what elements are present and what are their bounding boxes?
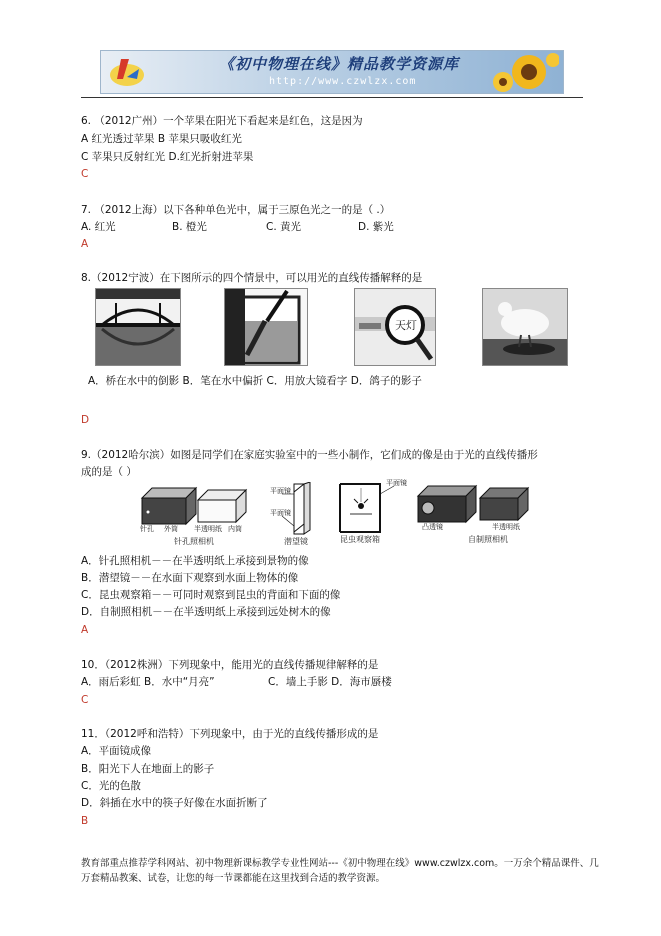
pigeon-shadow-photo	[482, 288, 568, 366]
q10-stem: 10．（2012株洲）下列现象中，能用光的直线传播规律解释的是	[81, 659, 379, 671]
homemade-caption: 自制照相机	[468, 535, 508, 544]
pinhole-camera-diagram	[138, 484, 252, 548]
pinhole-caption: 针孔照相机	[174, 537, 214, 546]
periscope-label-mirror2: 平面镜	[270, 509, 291, 517]
pen-in-water-photo	[224, 288, 308, 366]
page-footer: 教育部重点推荐学科网站、初中物理新课标教学专业性网站---《初中物理在线》www.czwlzx.com。一万余个精品课件、几万套精品教案、试卷，让您的每一节课都能在这里找到合适的教学资源。	[81, 858, 599, 884]
homemade-camera-diagram	[416, 482, 534, 548]
pinhole-label-inner: 内筒	[228, 525, 242, 533]
q6-stem: 6. （2012广州）一个苹果在阳光下看起来是红色，这是因为	[81, 115, 363, 127]
q9-option-c: C．昆虫观察箱－－可同时观察到昆虫的背面和下面的像	[81, 589, 341, 601]
homemade-label-paper: 半透明纸	[492, 523, 520, 531]
periscope-label-mirror1: 平面镜	[270, 487, 291, 495]
q11-stem: 11．（2012呼和浩特）下列现象中，由于光的直线传播形成的是	[81, 728, 379, 740]
magnifier-reading-photo	[354, 288, 436, 366]
header-divider	[81, 97, 583, 98]
q10-option-cd: C．墙上手影 D．海市蜃楼	[268, 676, 392, 688]
pinhole-label-outer: 外筒	[164, 525, 178, 533]
q11-option-c: C．光的色散	[81, 780, 141, 792]
q9-answer: A	[81, 624, 89, 636]
q7-option-a: A. 红光	[81, 221, 116, 233]
q11-option-b: B．阳光下人在地面上的影子	[81, 763, 215, 775]
q9-option-a: A．针孔照相机－－在半透明纸上承接到景物的像	[81, 555, 309, 567]
banner-url[interactable]: http://www.czwlzx.com	[269, 76, 417, 87]
banner-title: 《初中物理在线》精品教学资源库	[219, 55, 460, 73]
q7-option-b: B. 橙光	[172, 221, 207, 233]
q7-option-d: D. 紫光	[358, 221, 394, 233]
q9-stem-line1: 9.（2012哈尔滨）如图是同学们在家庭实验室中的一些小制作，它们成的像是由于光的直线传播形	[81, 449, 538, 461]
q9-option-d: D．自制照相机－－在半透明纸上承接到远处树木的像	[81, 606, 331, 618]
q7-answer: A	[81, 238, 89, 250]
magnifier-text: 天灯	[395, 319, 417, 332]
q11-answer: B	[81, 815, 89, 827]
insect-box-label-mirror: 平面镜	[386, 479, 407, 487]
insect-box-diagram	[336, 480, 408, 548]
homemade-label-lens: 凸透镜	[422, 523, 443, 531]
q6-option-cd: C 苹果只反射红光 D.红光折射进苹果	[81, 151, 254, 163]
logo-icon	[107, 55, 147, 89]
q8-answer: D	[81, 414, 90, 426]
q10-option-ab: A．雨后彩虹 B．水中“月亮”	[81, 676, 215, 688]
periscope-diagram	[270, 482, 326, 548]
q6-option-ab: A 红光透过苹果 B 苹果只吸收红光	[81, 133, 242, 145]
q8-stem: 8.（2012宁波）在下图所示的四个情景中，可以用光的直线传播解释的是	[81, 272, 423, 284]
pinhole-label-pinhole: 针孔	[140, 525, 154, 533]
bridge-reflection-photo	[95, 288, 181, 366]
q7-stem: 7. （2012上海）以下各种单色光中，属于三原色光之一的是（ .）	[81, 204, 391, 216]
q9-stem-line2: 成的是（ ）	[81, 466, 137, 478]
insect-box-caption: 昆虫观察箱	[340, 535, 380, 544]
q7-option-c: C. 黄光	[266, 221, 302, 233]
pinhole-label-paper: 半透明纸	[194, 525, 222, 533]
q8-options: A．桥在水中的倒影 B．笔在水中偏折 C．用放大镜看字 D．鸽子的影子	[88, 375, 422, 387]
q11-option-d: D．斜插在水中的筷子好像在水面折断了	[81, 797, 268, 809]
periscope-caption: 潜望镜	[284, 537, 308, 546]
header-banner	[100, 50, 564, 94]
sunflower-image	[489, 52, 559, 92]
q11-option-a: A．平面镜成像	[81, 745, 152, 757]
q9-option-b: B．潜望镜－－在水面下观察到水面上物体的像	[81, 572, 299, 584]
q10-answer: C	[81, 694, 89, 706]
q6-answer: C	[81, 168, 89, 180]
